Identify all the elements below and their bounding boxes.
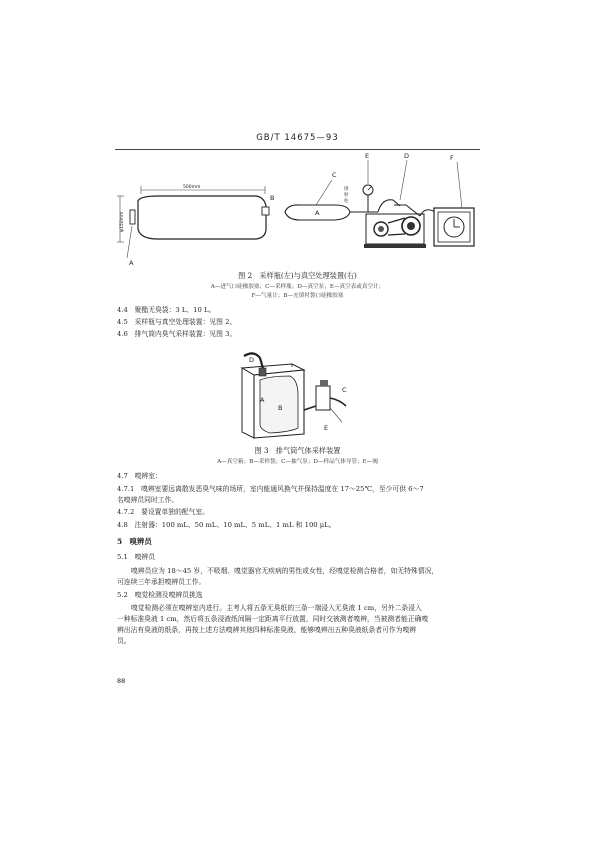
para-4-7-1-line2: 名嗅辨员同时工作。 — [117, 496, 179, 504]
label-F: F — [450, 154, 454, 162]
label-C-fig3: C — [342, 386, 347, 394]
para-5-2-line4: 员。 — [117, 637, 131, 645]
figure-3-legend: A—真空箱；B—采样袋；C—抽气泵；D—样品气体导管；E—阀 — [217, 459, 378, 465]
figure-2-caption: 图 2 采样瓶(左)与真空处理装置(右) — [238, 271, 357, 280]
label-E-fig3: E — [324, 424, 329, 432]
section-5-heading: 5 嗅辨员 — [117, 537, 152, 546]
label-D-fig3: D — [249, 356, 255, 364]
para-5-2-line2: 一种标准臭液 1 cm，然后将五条浸液纸间隔一定距离平行放置，同时交被测者嗅辨，当被测者能正确嗅 — [117, 615, 429, 623]
item-4-7: 4.7 嗅辨室： — [117, 472, 162, 480]
label-A-fig3: A — [260, 396, 265, 404]
label-A: A — [129, 259, 134, 267]
label-C: C — [332, 171, 337, 179]
label-B: B — [270, 194, 275, 202]
valve-text: 排射柱 — [344, 187, 349, 204]
figure-2-legend-2: F—气量计；B—充填衬袋口硅橡胶塞 — [251, 293, 344, 299]
page-number: 88 — [117, 677, 126, 685]
dim-height-text: φ150mm — [120, 211, 125, 232]
figure-2-diagram — [110, 150, 490, 268]
item-4-4: 4.4 聚酯无臭袋：3 L、10 L。 — [117, 306, 216, 314]
figure-3-diagram — [230, 350, 360, 442]
label-D: D — [404, 152, 410, 160]
para-4-7-2: 4.7.2 要设置单独的配气室。 — [117, 508, 210, 516]
figure-3-caption: 图 3 排气筒气体采样装置 — [254, 446, 341, 455]
pump-c — [304, 380, 346, 422]
sampling-bottle — [117, 186, 269, 258]
para-5-1-line1: 嗅辨员应为 18～45 岁，不吸烟、嗅觉器官无疾病的男性或女性，经嗅觉检测合格者，如无特殊情况， — [131, 567, 439, 575]
para-4-7-1-line1: 4.7.1 嗅辨室要远离散发恶臭气味的场所，室内能通风换气并保持温度在 17～25℃，至少可供 6～7 — [117, 485, 424, 493]
figure-2-legend-1: A—进气口硅橡胶塞；C—采样瓶；D—真空泵；E—真空表或真空计； — [210, 284, 385, 290]
item-4-8: 4.8 注射器：100 mL、50 mL、10 mL、5 mL、1 mL 和 100 μL。 — [117, 521, 336, 529]
sampling-bag-c — [285, 180, 362, 220]
dim-length-text: 500mm — [183, 185, 201, 190]
para-5-2-line3: 辨出沾有臭液的纸条，再按上述方法嗅辨其他四种标准臭液，能够嗅辨出五种臭液纸条者可作为嗅辨 — [117, 626, 417, 634]
vacuum-pump-d — [364, 160, 426, 248]
subsection-5-2-title: 5.2 嗅觉检测及嗅辨员挑选 — [117, 591, 203, 599]
para-5-2-line1: 嗅觉检测必须在嗅辨室内进行。主考人将五条无臭纸的三条一端浸入无臭液 1 cm，另外二条浸入 — [131, 604, 422, 612]
item-4-6: 4.6 排气筒内臭气采样装置：见图 3。 — [117, 330, 237, 338]
subsection-5-1-title: 5.1 嗅辨员 — [117, 553, 155, 561]
vacuum-gauge-e — [362, 160, 378, 212]
label-B-fig3: B — [278, 404, 283, 412]
item-4-5: 4.5 采样瓶与真空处理装置：见图 2。 — [117, 318, 237, 326]
standard-number: GB/T 14675—93 — [256, 133, 339, 143]
label-E: E — [365, 152, 370, 160]
label-A-bag: A — [315, 209, 320, 217]
gas-meter-f — [420, 162, 474, 246]
para-5-1-line2: 可连续三年承担嗅辨员工作。 — [117, 578, 206, 586]
